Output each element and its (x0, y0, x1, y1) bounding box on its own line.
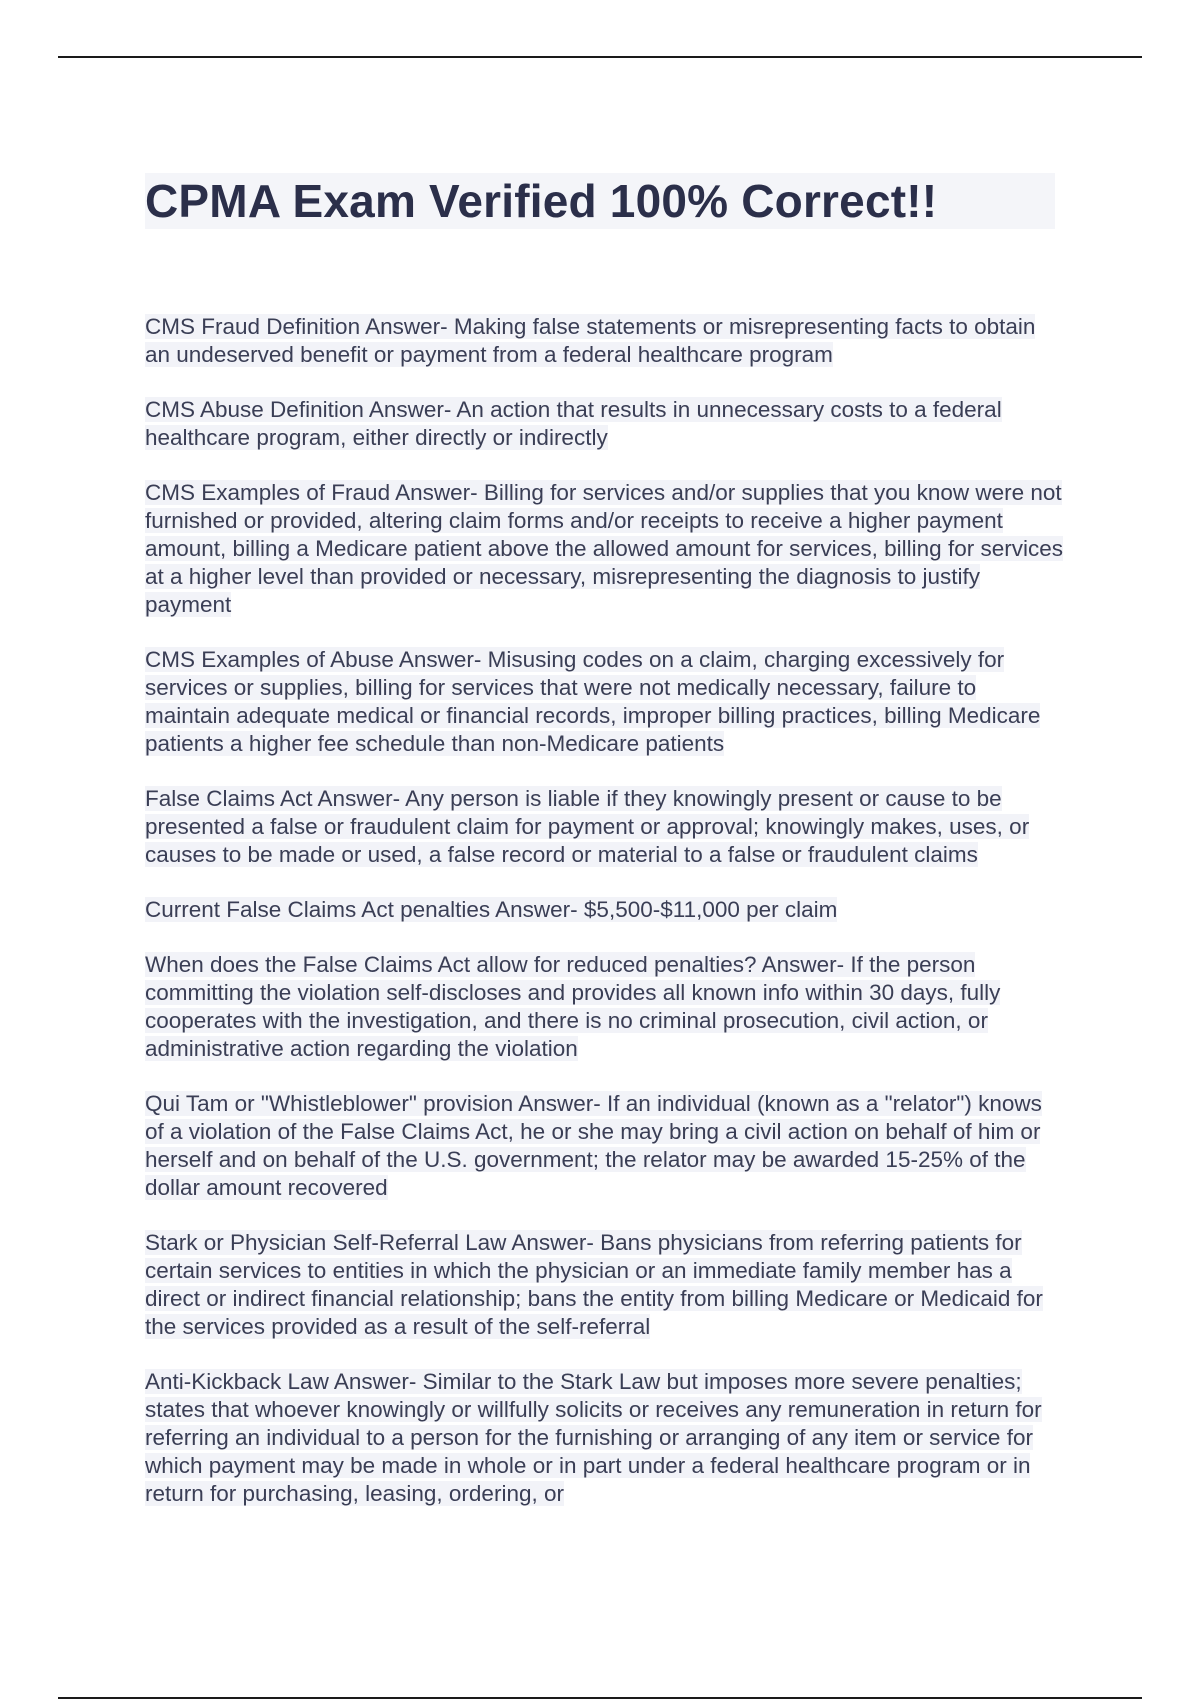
qa-entry-text: Stark or Physician Self-Referral Law Answer- Bans physicians from referring patients for certain services to entities in which the physician or an immediate family member has a direct or indirect financial relationship; bans the entity from billing Medicare or Medicaid for the services provided as a result of the self-referral (145, 1230, 1043, 1339)
qa-entry (145, 479, 1065, 619)
title-block (145, 173, 1055, 229)
qa-entry (145, 1229, 1065, 1341)
qa-entry-text: CMS Examples of Fraud Answer- Billing for services and/or supplies that you know were not furnished or provided, altering claim forms and/or receipts to receive a higher payment amount, billing a Medicare patient above the allowed amount for services, billing for services at a higher level than provided or necessary, misrepresenting the diagnosis to justify payment (145, 480, 1063, 617)
qa-entry-text: Current False Claims Act penalties Answer- $5,500-$11,000 per claim (145, 897, 838, 922)
qa-entry (145, 951, 1065, 1063)
top-rule (58, 56, 1142, 58)
qa-entry (145, 396, 1065, 452)
qa-entry (145, 1090, 1065, 1202)
qa-entry (145, 1368, 1065, 1508)
bottom-rule (58, 1697, 1142, 1699)
qa-entry-text: Anti-Kickback Law Answer- Similar to the Stark Law but imposes more severe penalties; states that whoever knowingly or willfully solicits or receives any remuneration in return for referring an individual to a person for the furnishing or arranging of any item or service for which payment may be made in whole or in part under a federal healthcare program or in return for purchasing, leasing, ordering, or (145, 1369, 1042, 1506)
qa-list (145, 313, 1065, 1535)
qa-entry-text: Qui Tam or "Whistleblower" provision Answer- If an individual (known as a "relator") knows of a violation of the False Claims Act, he or she may bring a civil action on behalf of him or herself and on behalf of the U.S. government; the relator may be awarded 15-25% of the dollar amount recovered (145, 1091, 1042, 1200)
qa-entry (145, 646, 1065, 758)
page-title: CPMA Exam Verified 100% Correct!! (145, 175, 938, 227)
qa-entry-text: False Claims Act Answer- Any person is liable if they knowingly present or cause to be presented a false or fraudulent claim for payment or approval; knowingly makes, uses, or causes to be made or used, a false record or material to a false or fraudulent claims (145, 786, 1030, 867)
qa-entry-text: When does the False Claims Act allow for reduced penalties? Answer- If the person committing the violation self-discloses and provides all known info within 30 days, fully cooperates with the investigation, and there is no criminal prosecution, civil action, or administrative action regarding the violation (145, 952, 1001, 1061)
qa-entry (145, 785, 1065, 869)
qa-entry-text: CMS Fraud Definition Answer- Making false statements or misrepresenting facts to obtain an undeserved benefit or payment from a federal healthcare program (145, 314, 1036, 367)
qa-entry (145, 313, 1065, 369)
qa-entry-text: CMS Examples of Abuse Answer- Misusing codes on a claim, charging excessively for services or supplies, billing for services that were not medically necessary, failure to maintain adequate medical or financial records, improper billing practices, billing Medicare patients a higher fee schedule than non-Medicare patients (145, 647, 1041, 756)
qa-entry-text: CMS Abuse Definition Answer- An action that results in unnecessary costs to a federal healthcare program, either directly or indirectly (145, 397, 1002, 450)
qa-entry (145, 896, 1065, 924)
